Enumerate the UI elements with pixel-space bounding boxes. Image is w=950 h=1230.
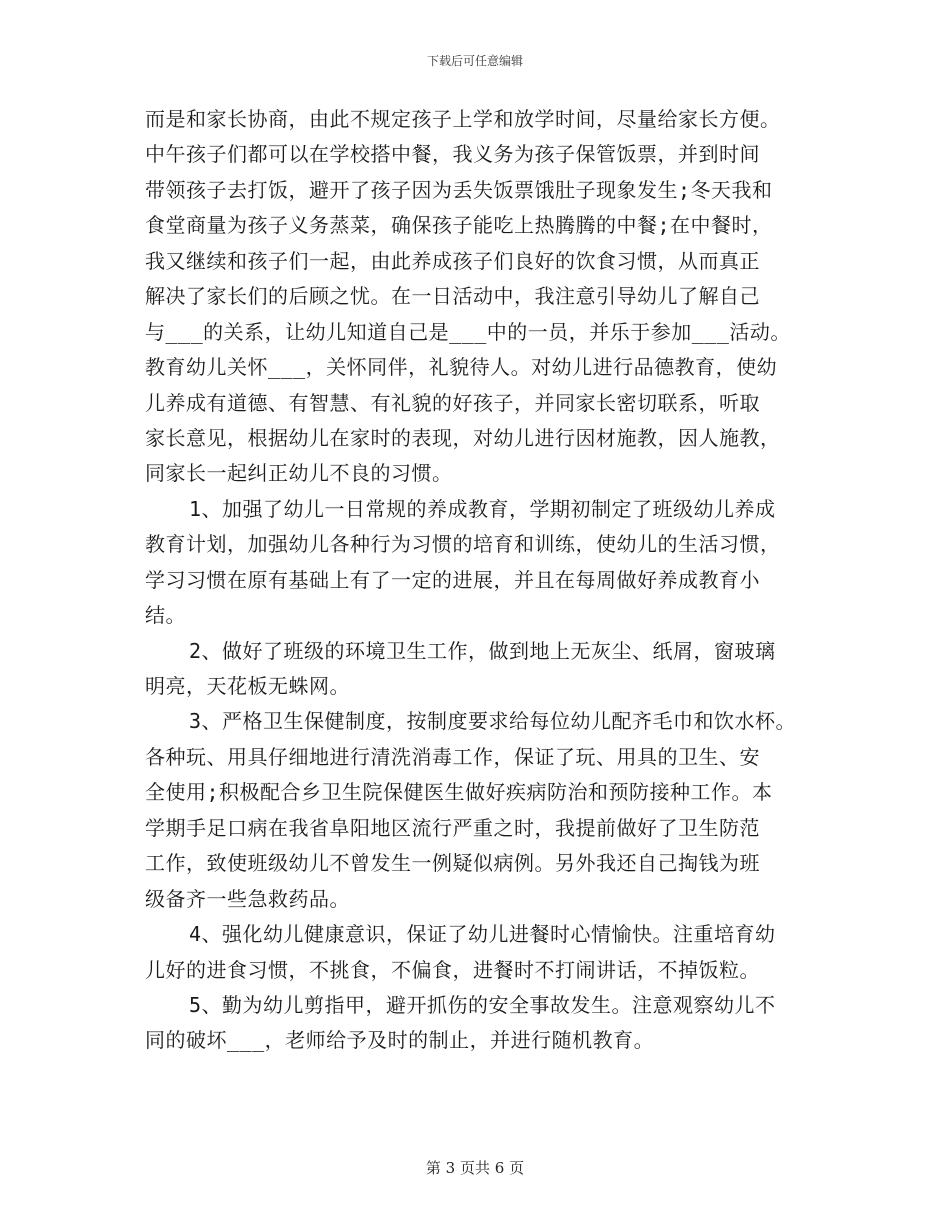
text-line-paragraph-start: 3、严格卫生保健制度，按制度要求给每位幼儿配齐毛巾和饮水杯。 — [189, 709, 797, 734]
text-line-paragraph-start: 5、勤为幼儿剪指甲，避开抓伤的安全事故发生。注意观察幼儿不 — [189, 992, 776, 1017]
text-line: 工作，致使班级幼儿不曾发生一例疑似病例。另外我还自己掏钱为班 — [145, 851, 760, 876]
text-line: 学期手足口病在我省阜阳地区流行严重之时，我提前做好了卫生防范 — [145, 815, 760, 840]
text-line: 我又继续和孩子们一起，由此养成孩子们良好的饮食习惯，从而真正 — [145, 248, 760, 273]
text-line: 教育计划，加强幼儿各种行为习惯的培育和训练，使幼儿的生活习惯， — [145, 532, 781, 557]
text-line: 而是和家长协商，由此不规定孩子上学和放学时间，尽量给家长方便。 — [145, 107, 781, 131]
text-line-paragraph-start: 1、加强了幼儿一日常规的养成教育，学期初制定了班级幼儿养成 — [189, 496, 776, 521]
document-body — [145, 102, 825, 1059]
text-line: 教育幼儿关怀___，关怀同伴，礼貌待人。对幼儿进行品德教育，使幼 — [145, 355, 778, 380]
page-number: 第 3 页共 6 页 — [425, 1159, 525, 1177]
text-line-paragraph-start: 2、做好了班级的环境卫生工作，做到地上无灰尘、纸屑，窗玻璃 — [189, 638, 776, 663]
text-line: 级备齐一些急救药品。 — [145, 886, 350, 911]
text-line: 各种玩、用具仔细地进行清洗消毒工作，保证了玩、用具的卫生、安 — [145, 744, 760, 769]
text-line: 同家长一起纠正幼儿不良的习惯。 — [145, 461, 453, 486]
text-line: 儿好的进食习惯，不挑食，不偏食，进餐时不打闹讲话，不掉饭粒。 — [145, 957, 760, 982]
text-line: 全使用;积极配合乡卫生院保健医生做好疾病防治和预防接种工作。本 — [145, 780, 773, 805]
text-line: 带领孩子去打饭，避开了孩子因为丢失饭票饿肚子现象发生;冬天我和 — [145, 177, 773, 202]
text-line-paragraph-start: 4、强化幼儿健康意识，保证了幼儿进餐时心情愉快。注重培育幼 — [189, 922, 776, 947]
text-line: 同的破坏___，老师给予及时的制止，并进行随机教育。 — [145, 1028, 655, 1053]
text-line: 与___的关系，让幼儿知道自己是___中的一员，并乐于参加___活动。 — [145, 319, 791, 344]
page-header: 下载后可任意编辑 — [426, 54, 523, 68]
text-line: 儿养成有道德、有智慧、有礼貌的好孩子，并同家长密切联系，听取 — [145, 390, 760, 415]
text-line: 家长意见，根据幼儿在家时的表现，对幼儿进行因材施教，因人施教， — [145, 425, 781, 450]
text-line: 明亮，天花板无蛛网。 — [145, 674, 350, 698]
text-line: 解决了家长们的后顾之忧。在一日活动中，我注意引导幼儿了解自己 — [145, 284, 760, 309]
text-line: 食堂商量为孩子义务蒸菜，确保孩子能吃上热腾腾的中餐;在中餐时， — [145, 213, 773, 238]
text-line: 中午孩子们都可以在学校搭中餐，我义务为孩子保管饭票，并到时间 — [145, 142, 760, 167]
text-line: 学习习惯在原有基础上有了一定的进展，并且在每周做好养成教育小 — [145, 567, 760, 592]
text-line: 结。 — [145, 603, 186, 628]
